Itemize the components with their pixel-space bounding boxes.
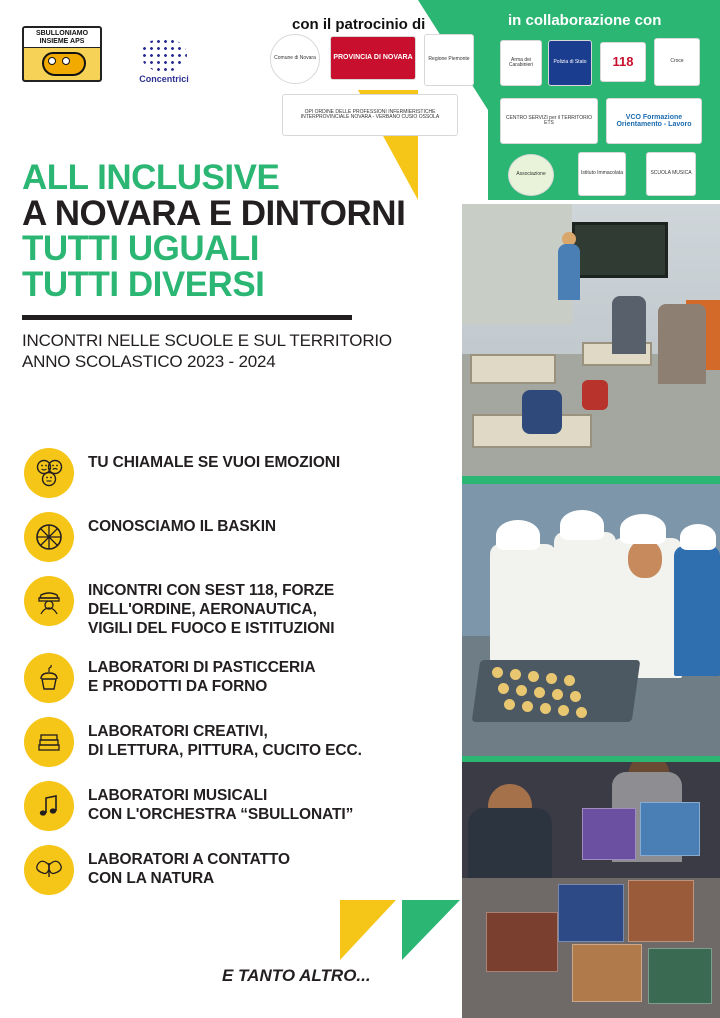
concentrici-logo-label: Concentrici	[139, 73, 189, 84]
list-item	[24, 845, 454, 895]
list-item	[24, 448, 454, 498]
title-line-4: TUTTI DIVERSI	[22, 265, 265, 305]
photo-craft-table	[462, 762, 720, 1018]
list-item-line: E PRODOTTI DA FORNO	[88, 677, 268, 695]
list-item-line: DELL'ORDINE, AERONAUTICA,	[88, 600, 317, 618]
photo-classroom	[462, 204, 720, 476]
list-item	[24, 653, 454, 703]
list-item-line: CONOSCIAMO IL BASKIN	[88, 518, 277, 535]
subtitle-line-1: INCONTRI NELLE SCUOLE E SUL TERRITORIO	[22, 330, 392, 350]
list-item	[24, 781, 454, 831]
scuola-musica-logo: SCUOLA MUSICA	[646, 152, 696, 196]
concentric-dots-icon	[141, 38, 187, 72]
emotions-faces-icon	[24, 448, 74, 498]
collaborazione-label: in collaborazione con	[508, 12, 662, 29]
associazione-ambiente-logo: Associazione	[508, 154, 554, 196]
list-item	[24, 512, 454, 562]
cupcake-icon	[24, 653, 74, 703]
list-item-text	[88, 717, 362, 761]
csv-logo: CENTRO SERVIZI per il TERRITORIO ETS	[500, 98, 598, 144]
list-item-line: CON L'ORCHESTRA “SBULLONATI”	[88, 805, 354, 823]
sbulloniamo-logo-line1: SBULLONIAMO	[35, 30, 89, 37]
sest-118-logo: 118	[600, 42, 646, 82]
list-item	[24, 717, 454, 767]
subtitle-line-2: ANNO SCOLASTICO 2023 - 2024	[22, 352, 276, 371]
photo-pastry-lab	[462, 484, 720, 756]
list-item	[24, 576, 454, 639]
regione-piemonte-logo: Regione Piemonte	[424, 34, 474, 86]
list-item-text	[88, 653, 315, 697]
vco-formazione-logo: VCO Formazione Orientamento - Lavoro	[606, 98, 702, 144]
list-item-text	[88, 448, 340, 473]
basketball-icon	[24, 512, 74, 562]
patrocinio-label: con il patrocinio di	[292, 16, 426, 33]
title-line-3: TUTTI UGUALI	[22, 229, 260, 269]
istituto-immacolata-logo: Istituto Immacolata	[578, 152, 626, 196]
list-item-text	[88, 781, 353, 825]
list-item-text	[88, 845, 290, 889]
croce-logo: Croce	[654, 38, 700, 86]
list-item-line: VIGILI DEL FUOCO E ISTITUZIONI	[88, 619, 335, 637]
title-line-2: A NOVARA E DINTORNI	[22, 193, 406, 233]
list-item-line: CON LA NATURA	[88, 869, 215, 887]
carabinieri-logo: Arma dei Carabinieri	[500, 40, 542, 86]
green-divider-strip	[462, 476, 720, 484]
list-item-line: LABORATORI CREATIVI,	[88, 722, 268, 740]
list-item-text	[88, 512, 276, 537]
yellow-wedge-bottom-shape	[340, 900, 396, 960]
list-item-line: LABORATORI DI PASTICCERIA	[88, 658, 316, 676]
green-wedge-bottom-shape	[402, 900, 460, 960]
list-item-line: LABORATORI A CONTATTO	[88, 850, 290, 868]
sbulloniamo-logo-line2: INSIEME APS	[39, 38, 85, 46]
concentrici-logo	[122, 30, 206, 92]
sbulloniamo-insieme-logo	[22, 26, 102, 82]
opi-logo: OPI ORDINE DELLE PROFESSIONI INFERMIERISTICHE INTERPROVINCIALE NOVARA - VERBANO CUSIO OSSOLA	[282, 94, 458, 136]
bolt-mascot-icon	[24, 48, 100, 81]
books-icon	[24, 717, 74, 767]
activities-list	[24, 448, 454, 909]
list-item-line: LABORATORI MUSICALI	[88, 786, 268, 804]
list-item-line: DI LETTURA, PITTURA, CUCITO ECC.	[88, 741, 362, 759]
more-text: E TANTO ALTRO...	[222, 966, 371, 985]
list-item-line: INCONTRI CON SEST 118, FORZE	[88, 582, 335, 599]
provincia-di-novara-logo: PROVINCIA DI NOVARA	[330, 36, 416, 80]
title-line-1: ALL INCLUSIVE	[22, 158, 280, 197]
comune-di-novara-logo: Comune di Novara	[270, 34, 320, 84]
music-notes-icon	[24, 781, 74, 831]
list-item-text	[88, 576, 334, 639]
list-item-line: TU CHIAMALE SE VUOI EMOZIONI	[88, 454, 341, 471]
butterfly-icon	[24, 845, 74, 895]
police-officer-icon	[24, 576, 74, 626]
title-divider	[22, 315, 352, 320]
title-block	[22, 160, 452, 372]
polizia-logo: Polizia di Stato	[548, 40, 592, 86]
